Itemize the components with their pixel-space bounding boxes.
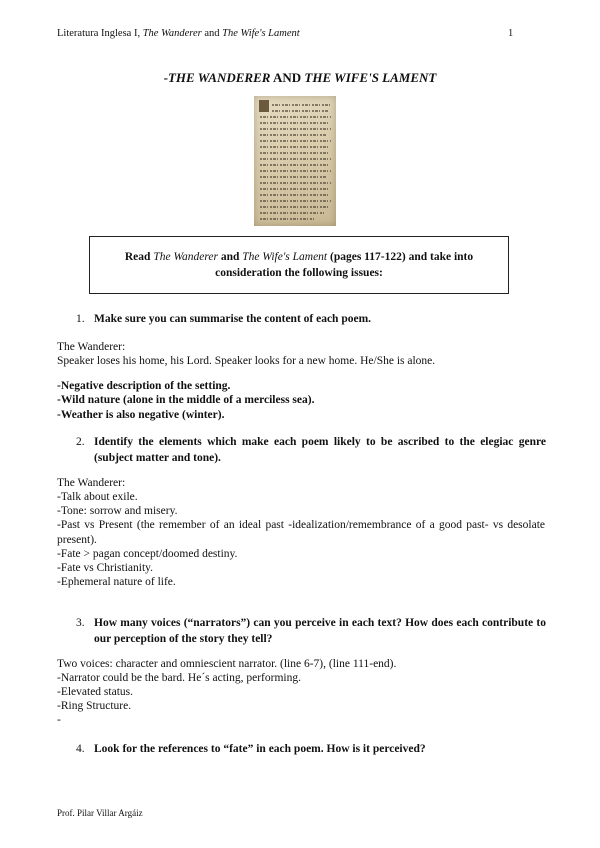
box-work-1: The Wanderer	[153, 251, 218, 263]
question-text: Look for the references to “fate” in each poem. How is it perceived?	[94, 743, 426, 755]
box-and: and	[217, 251, 243, 263]
answer-2-line: -Talk about exile.	[57, 491, 138, 503]
answer-3-line: -Ring Structure.	[57, 700, 132, 712]
answer-1-heading: The Wanderer:	[57, 341, 126, 353]
answer-2-line: -Fate vs Christianity.	[57, 562, 154, 574]
manuscript-image	[254, 96, 336, 226]
question-2	[76, 434, 546, 466]
answer-2-heading: The Wanderer:	[57, 477, 126, 489]
page-number: 1	[508, 28, 514, 39]
header-title-2: The Wife's Lament	[222, 28, 300, 39]
footer-author: Prof. Pilar Villar Argáiz	[57, 808, 143, 818]
header-and: and	[201, 28, 223, 39]
answer-2-line: -Fate > pagan concept/doomed destiny.	[57, 548, 238, 560]
answer-2-line: -Past vs Present (the remember of an ideal past -idealization/remembrance of a good past- vs desolate present).	[57, 519, 545, 546]
answer-3-line: -Narrator could be the bard. He´s acting, performing.	[57, 672, 301, 684]
question-4	[76, 741, 546, 757]
header-title-1: The Wanderer	[142, 28, 202, 39]
title-part-2: THE WIFE'S LAMENT	[304, 70, 437, 85]
question-number: 4.	[76, 743, 85, 755]
question-3	[76, 615, 546, 647]
box-rest: (pages 117-122) and take into consideration the following issues:	[215, 251, 474, 279]
question-number: 2.	[76, 436, 85, 448]
answer-3-line: Two voices: character and omniescient narrator. (line 6-7), (line 111-end).	[57, 658, 397, 670]
header-course: Literatura Inglesa I,	[57, 28, 143, 39]
running-header	[57, 28, 300, 39]
answer-1-point: -Negative description of the setting.	[57, 380, 231, 392]
answer-2-line: -Ephemeral nature of life.	[57, 576, 176, 588]
page-title	[0, 70, 600, 86]
question-text: How many voices (“narrators”) can you perceive in each text? How does each contribute to our perception of the story they tell?	[94, 617, 546, 645]
instructions-box	[89, 236, 509, 294]
question-1	[76, 311, 546, 327]
question-number: 1.	[76, 313, 85, 325]
question-text: Make sure you can summarise the content of each poem.	[94, 313, 372, 325]
title-and: AND	[270, 70, 305, 85]
title-part-1: THE WANDERER	[167, 70, 271, 85]
box-work-2: The Wife's Lament	[242, 251, 328, 263]
box-read: Read	[124, 251, 154, 263]
answer-2-line: -Tone: sorrow and misery.	[57, 505, 178, 517]
manuscript-text-lines	[254, 96, 336, 226]
title-dash: -	[163, 70, 168, 85]
answer-1-point: -Weather is also negative (winter).	[57, 409, 225, 421]
answer-3-line: -	[57, 714, 61, 726]
question-number: 3.	[76, 617, 85, 629]
answer-1-summary: Speaker loses his home, his Lord. Speaker looks for a new home. He/She is alone.	[57, 355, 436, 367]
answer-1-point: -Wild nature (alone in the middle of a merciless sea).	[57, 394, 315, 406]
question-text: Identify the elements which make each poem likely to be ascribed to the elegiac genre (subject matter and tone).	[94, 436, 546, 464]
answer-3-line: -Elevated status.	[57, 686, 134, 698]
